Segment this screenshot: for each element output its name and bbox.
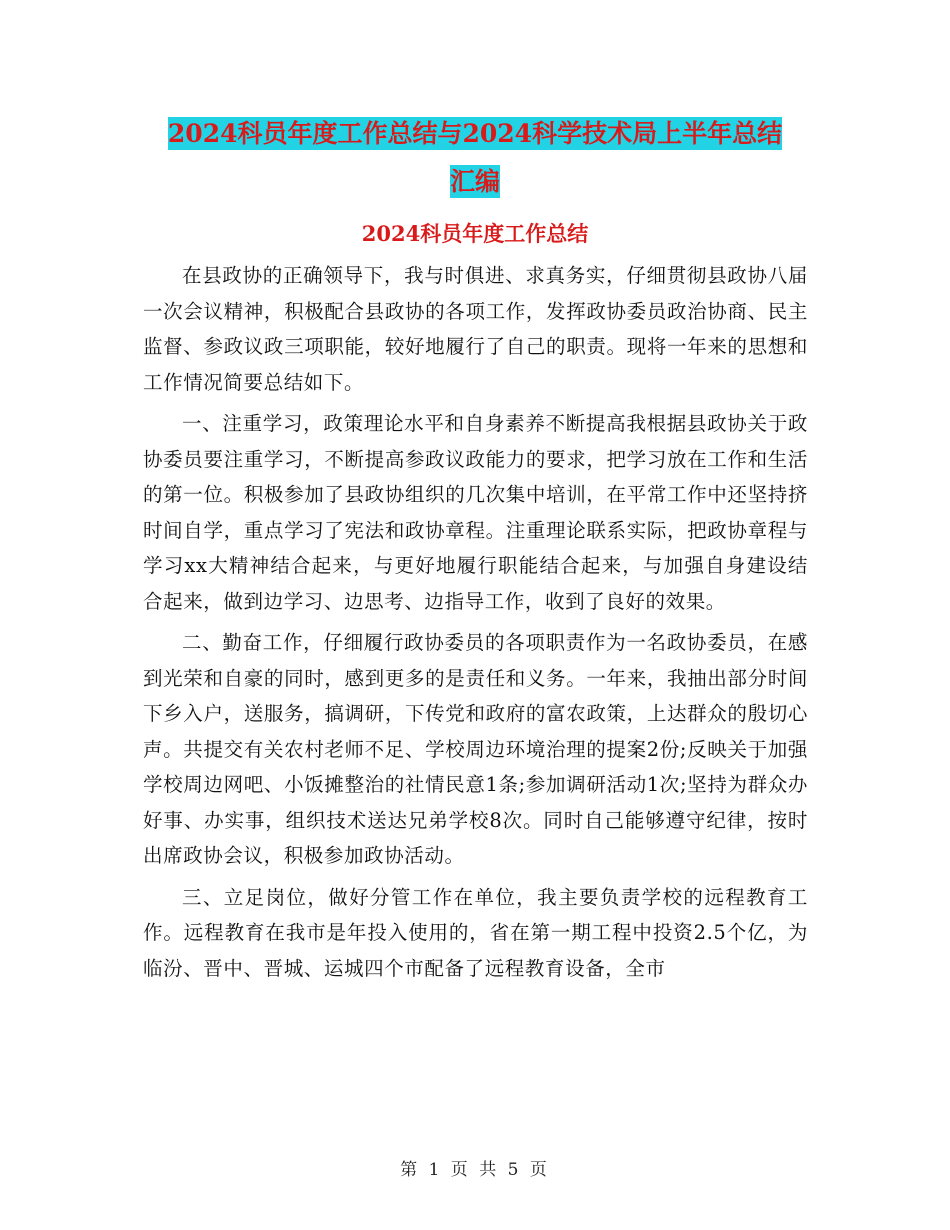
paragraph-position: 三、立足岗位，做好分管工作在单位，我主要负责学校的远程教育工作。远程教育在我市是年投入使用的，省在第一期工程中投资2.5个亿，为临汾、晋中、晋城、运城四个市配备了远程教育设备，全市 <box>143 885 808 980</box>
title-line-2: 汇编 <box>449 167 500 196</box>
page-footer: 第 1 页 共 5 页 <box>400 1160 550 1180</box>
document-title <box>0 110 950 206</box>
document-body <box>143 258 808 992</box>
paragraph-work: 二、勤奋工作，仔细履行政协委员的各项职责作为一名政协委员，在感到光荣和自豪的同时，感到更多的是责任和义务。一年来，我抽出部分时间下乡入户，送服务，搞调研，下传党和政府的富农政策，上达群众的殷切心声。共提交有关农村老师不足、学校周边环境治理的提案2份;反映关于加强学校周边网吧、小饭摊整治的社情民意1条;参加调研活动1次;坚持为群众办好事、办实事，组织技术送达兄弟学校8次。同时自己能够遵守纪律，按时出席政协会议，积极参加政协活动。 <box>143 631 808 867</box>
paragraph-study: 一、注重学习，政策理论水平和自身素养不断提高我根据县政协关于政协委员要注重学习，不断提高参政议政能力的要求，把学习放在工作和生活的第一位。积极参加了县政协组织的几次集中培训，在平常工作中还坚持挤时间自学，重点学习了宪法和政协章程。注重理论联系实际，把政协章程与学习xx大精神结合起来，与更好地履行职能结合起来，与加强自身建设结合起来，做到边学习、边思考、边指导工作，收到了良好的效果。 <box>143 412 808 613</box>
title-line-1: 2024科员年度工作总结与2024科学技术局上半年总结 <box>167 119 783 148</box>
paragraph-intro: 在县政协的正确领导下，我与时俱进、求真务实，仔细贯彻县政协八届一次会议精神，积极配合县政协的各项工作，发挥政协委员政治协商、民主监督、参政议政三项职能，较好地履行了自己的职责。现将一年来的思想和工作情况简要总结如下。 <box>143 264 808 394</box>
section-title: 2024科员年度工作总结 <box>361 221 589 246</box>
